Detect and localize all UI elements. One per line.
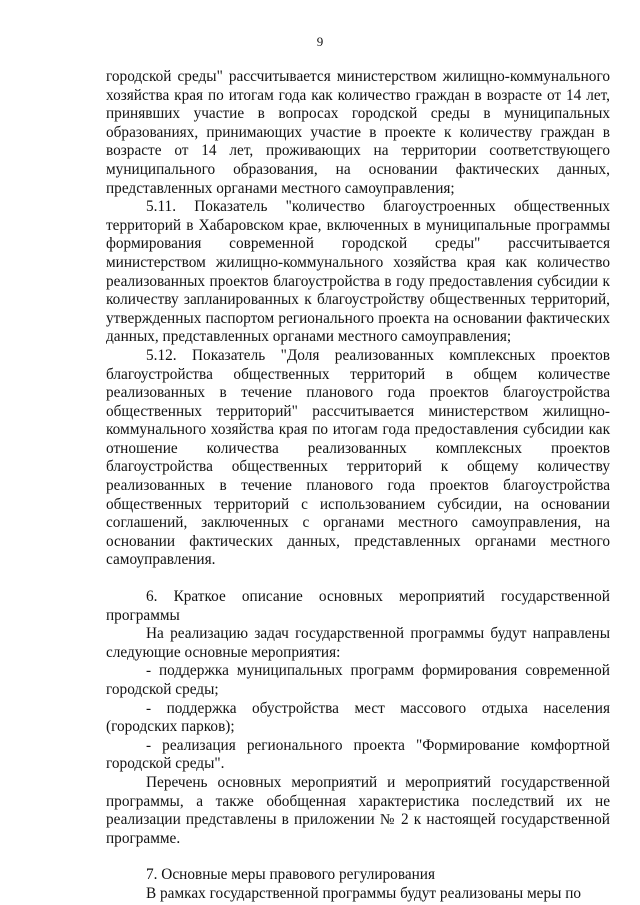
list-item-2: - поддержка обустройства мест массового отдыха населения (городских парков); [106,699,610,736]
document-body [106,68,610,904]
paragraph-legal-measures: В рамках государственной программы будут реализованы меры по [146,884,582,902]
paragraph-continuation: городской среды" рассчитывается министерством жилищно-коммунального хозяйства края по итогам года как количество граждан в возрасте от 14 лет, принявших участие в вопросах городской среды в муниципальных образованиях, принимающих участие в проекте к количеству граждан в возрасте от 14 лет, проживающих на территории соответствующего муниципального образования, на основании фактических данных, представленных органами местного самоуправления; [106,68,610,197]
paragraph-5-12: 5.12. Показатель "Доля реализованных комплексных проектов благоустройства общественных территорий в общем количестве реализованных в течение планового года проектов благоустройства общественных территорий" рассчитывается министерством жилищно-коммунального хозяйства края по итогам года предоставления субсидии как отношение количества реализованных комплексных проектов благоустройства общественных территорий к общему количеству реализованных в течение планового года проектов благоустройства общественных территорий с использованием субсидии, на основании соглашений, заключенных с органами местного самоуправления, на основании фактических данных, представленных органами местного самоуправления. [106,346,610,569]
list-item-1: - поддержка муниципальных программ формирования современной городской среды; [106,662,610,698]
section-heading-7: 7. Основные меры правового регулирования [146,866,436,884]
paragraph-list-of-measures: Перечень основных мероприятий и мероприятий государственной программы, а также обобщенная характеристика последствий их не реализации представлены в приложении № 2 к настоящей государственной программе. [106,773,610,847]
paragraph-5-11: 5.11. Показатель "количество благоустроенных общественных территорий в Хабаровском крае, включенных в муниципальные программы формирования современной городской среды" рассчитывается министерством жилищно-коммунального хозяйства края как количество реализованных проектов благоустройства в году предоставления субсидии к количеству запланированных к благоустройству общественных территорий, утвержденных паспортом регионального проекта на основании фактических данных, представленных органами местного самоуправления; [106,198,610,346]
list-item-3: - реализация регионального проекта "Формирование комфортной городской среды". [106,736,610,773]
section-heading-6: 6. Краткое описание основных мероприятий государственной программы [106,588,610,624]
paragraph-measures-intro: На реализацию задач государственной программы будут направлены следующие основные мероприятия: [106,625,610,661]
page-number: 9 [316,34,324,49]
